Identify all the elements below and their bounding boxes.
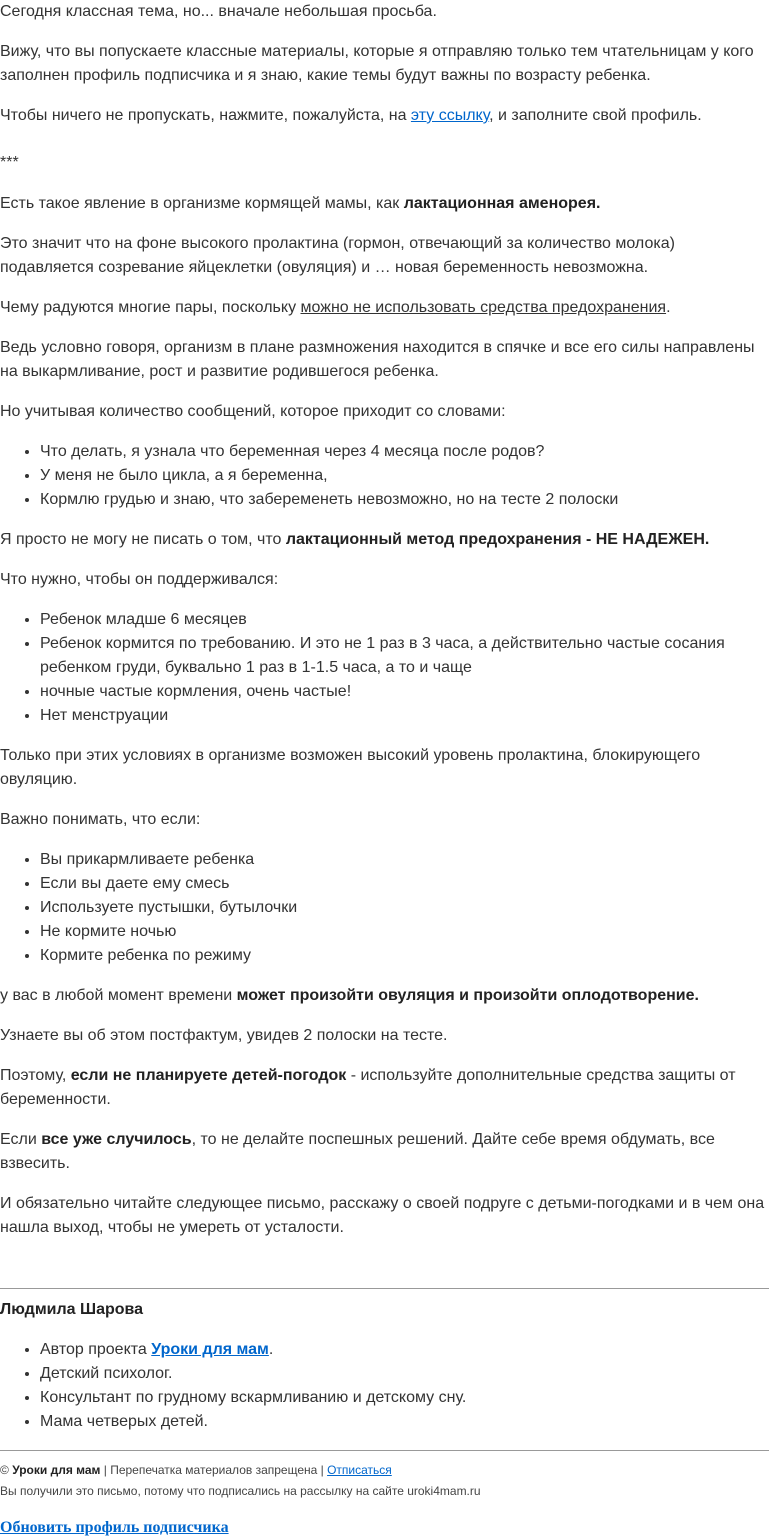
list-item	[40, 1338, 769, 1362]
list-item: • ночные частые кормления, очень частые!	[40, 680, 769, 704]
intro-paragraph: Сегодня классная тема, но... вначале небольшая просьба.	[0, 3, 437, 20]
couples-paragraph	[0, 296, 769, 320]
author-role-text: Автор проекта	[40, 1341, 152, 1358]
messages-list	[0, 440, 769, 512]
profile-request-paragraph	[0, 104, 769, 128]
happened-paragraph	[0, 1128, 769, 1176]
conditions-list	[0, 608, 769, 728]
list-item: • Детский психолог.	[40, 1362, 769, 1386]
couples-text-end: .	[666, 299, 671, 316]
footer-brand: Уроки для мам	[12, 1463, 101, 1477]
amenorrhea-bold: лактационная аменорея.	[403, 195, 601, 212]
footer-reprint-notice: | Перепечатка материалов запрещена |	[100, 1463, 328, 1477]
list-item: • Что делать, я узнала что беременная через 4 месяца после родов?	[40, 440, 769, 464]
footer-copyright	[0, 1462, 769, 1478]
anytime-bold: может произойти овуляция и произойти оплодотворение.	[236, 987, 699, 1004]
list-item: • У меня не было цикла, а я беременна,	[40, 464, 769, 488]
amenorrhea-text: Есть такое явление в организме кормящей мамы, как	[0, 195, 404, 212]
intro-request-paragraph: Вижу, что вы попускаете классные материалы, которые я отправляю только тем чтательницам у кого заполнен профиль подписчика и я знаю, какие темы будут важны по возрасту ребенка.	[0, 43, 754, 84]
list-item: • Вы прикармливаете ребенка	[40, 848, 769, 872]
if-list	[0, 848, 769, 968]
next-letter-paragraph: И обязательно читайте следующее письмо, расскажу о своей подруге с детьми-погодками и в чем она нашла выход, чтобы не умереть от усталости.	[0, 1195, 765, 1236]
couples-text: Чему радуются многие пары, поскольку	[0, 299, 301, 316]
list-item: • Консультант по грудному вскармливанию и детскому сну.	[40, 1386, 769, 1410]
author-name: Людмила Шарова	[0, 1301, 144, 1318]
important-paragraph: Важно понимать, что если:	[0, 811, 201, 828]
author-role-text-end: .	[268, 1341, 274, 1358]
project-link[interactable]: Уроки для мам	[151, 1341, 269, 1358]
prolactin-paragraph: Это значит что на фоне высокого пролактина (гормон, отвечающий за количество молока) подавляется созревание яйцеклетки (овуляция) и … новая беременность невозможна.	[0, 235, 675, 276]
therefore-text-end: - используйте дополнительные средства защиты от беременности.	[0, 1067, 736, 1108]
unreliable-paragraph	[0, 528, 769, 552]
therefore-text: Поэтому,	[0, 1067, 71, 1084]
footer-reason: Вы получили это письмо, потому что подписались на рассылку на сайте uroki4mam.ru	[0, 1484, 481, 1498]
divider	[0, 1450, 769, 1451]
list-item: • Кормите ребенка по режиму	[40, 944, 769, 968]
unsubscribe-link[interactable]: Отписаться	[327, 1463, 392, 1477]
list-item: • Кормлю грудью и знаю, что забеременеть невозможно, но на тесте 2 полоски	[40, 488, 769, 512]
anytime-paragraph	[0, 984, 769, 1008]
list-item: • Используете пустышки, бутылочки	[40, 896, 769, 920]
list-item: • Нет менструации	[40, 704, 769, 728]
postfactum-paragraph: Узнаете вы об этом постфактум, увидев 2 полоски на тесте.	[0, 1027, 448, 1044]
amenorrhea-paragraph	[0, 192, 769, 216]
unreliable-text: Я просто не могу не писать о том, что	[0, 531, 286, 548]
unreliable-bold: лактационный метод предохранения - НЕ НАДЕЖЕН.	[285, 531, 710, 548]
therefore-paragraph	[0, 1064, 769, 1112]
therefore-bold: если не планируете детей-погодок	[70, 1067, 347, 1084]
list-item: • Ребенок младше 6 месяцев	[40, 608, 769, 632]
conditions-paragraph: Что нужно, чтобы он поддерживался:	[0, 571, 279, 588]
messages-paragraph: Но учитывая количество сообщений, которое приходит со словами:	[0, 403, 506, 420]
divider	[0, 1288, 769, 1289]
list-item: • Не кормите ночью	[40, 920, 769, 944]
profile-link[interactable]: эту ссылку	[410, 107, 490, 124]
list-item: • Ребенок кормится по требованию. И это не 1 раз в 3 часа, а действительно частые сосания ребенком груди, буквально 1 раз в 1-1.5 часа, а то и чаще	[40, 632, 769, 680]
sleep-paragraph: Ведь условно говоря, организм в плане размножения находится в спячке и все его силы направлены на выкармливание, рост и развитие родившегося ребенка.	[0, 339, 755, 380]
list-item: • Если вы даете ему смесь	[40, 872, 769, 896]
happened-text: Если	[0, 1131, 42, 1148]
only-paragraph: Только при этих условиях в организме возможен высокий уровень пролактина, блокирующего овуляцию.	[0, 747, 701, 788]
author-info-list	[0, 1338, 769, 1434]
copyright-sign: ©	[0, 1463, 13, 1477]
happened-text-end: , то не делайте поспешных решений. Дайте себе время обдумать, все взвесить.	[0, 1131, 715, 1172]
list-item: • Мама четверых детей.	[40, 1410, 769, 1434]
update-profile-link[interactable]: Обновить профиль подписчика	[0, 1519, 229, 1536]
couples-underline: можно не использовать средства предохранения	[300, 299, 667, 316]
happened-bold: все уже случилось	[41, 1131, 192, 1148]
profile-request-text: Чтобы ничего не пропускать, нажмите, пожалуйста, на	[0, 107, 411, 124]
section-divider-stars: ***	[0, 154, 19, 171]
anytime-text: у вас в любой момент времени	[0, 987, 237, 1004]
profile-request-text-end: , и заполните свой профиль.	[489, 107, 702, 124]
